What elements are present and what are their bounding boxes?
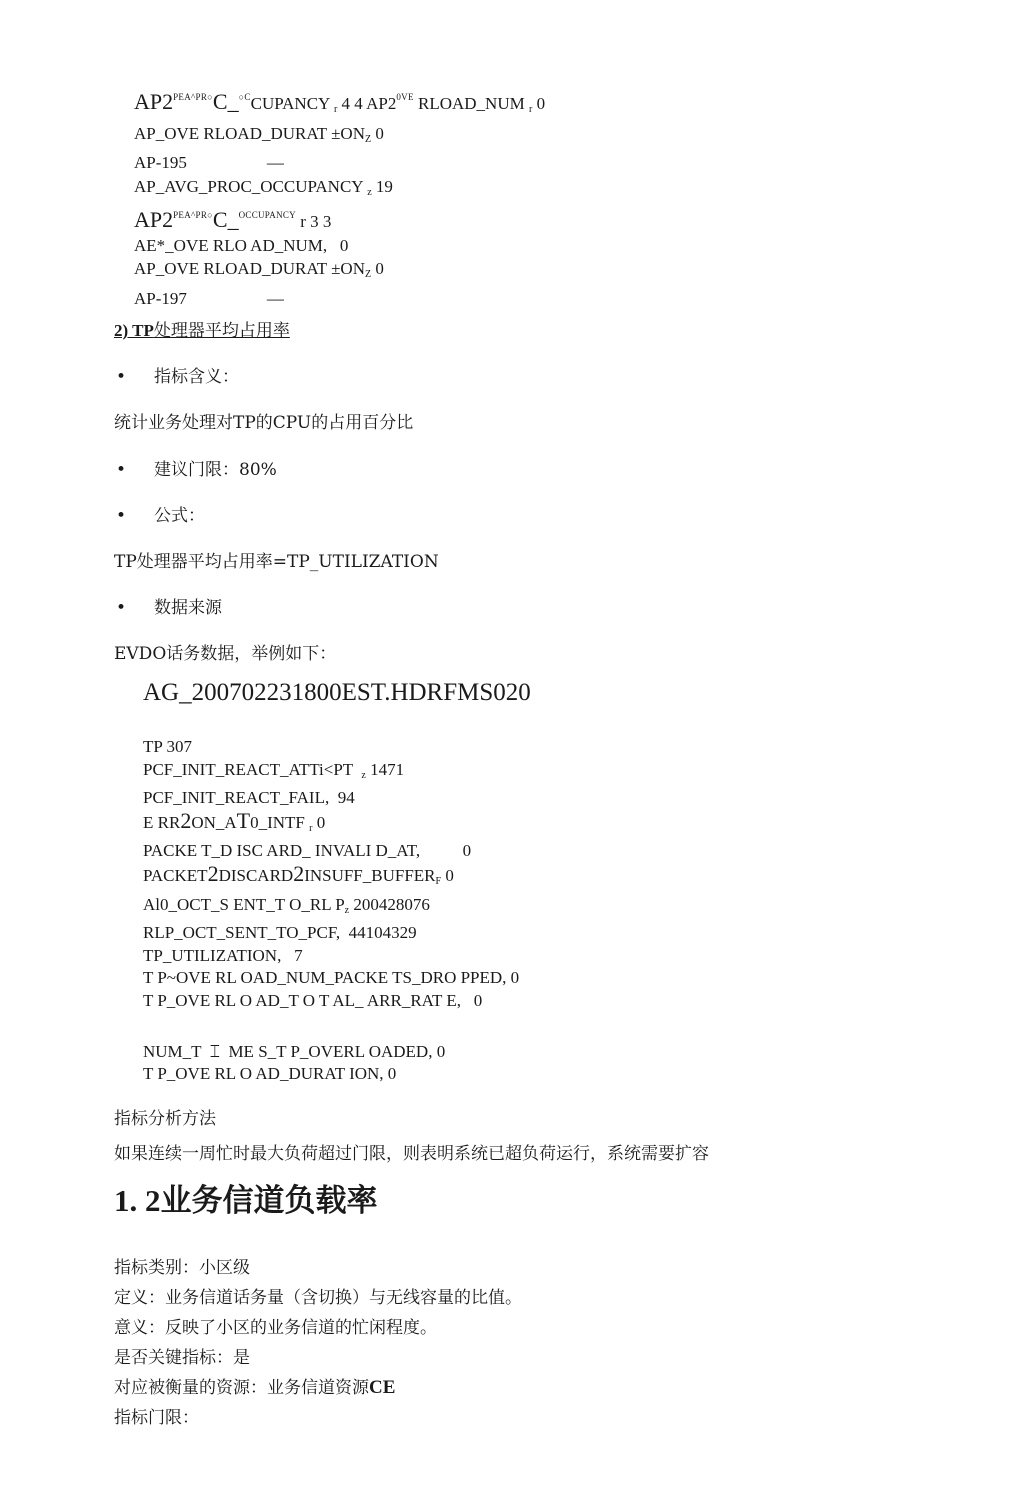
- section-title-tp: 2) TP处理器平均占用率: [114, 321, 290, 341]
- ap-counter-block: [134, 86, 545, 310]
- tp-line-11: T P_OVE RL O AD_T O T AL_ ARR_RAT E, 0: [143, 990, 483, 1010]
- ap-line-3: AP-195 —: [134, 153, 284, 172]
- paragraph-threshold: 指标门限：: [114, 1408, 199, 1428]
- tp-line-3: PCF_INIT_REACT_FAIL, 94: [143, 788, 355, 808]
- bullet-threshold: • 建议门限：80%: [116, 460, 277, 480]
- bullet-data-source: • 数据来源: [116, 598, 222, 618]
- ap-line-5: $AP2^{PEA\^{}PR○}C\_^{OCCUPANCY}$ r 3 3: [134, 207, 332, 232]
- ap-line-1: $AP2^{PEA\^{}PR○}C\_^{○C}CUPANCY$ $_r$ 4 4 $AP2^{0VE}$ RLOAD_NUM $_r$ 0: [134, 89, 546, 115]
- ap-line-2: AP_OVE RLOAD_DURAT $\pm ON_Z$ 0: [134, 123, 384, 145]
- tp-counter-block: [143, 736, 519, 1086]
- paragraph-formula: TP处理器平均占用率=TP_UTILIZATION: [114, 552, 439, 572]
- tp-line-5: PACKE T_D ISC ARD_ INVALI D_AT, 0: [143, 841, 472, 861]
- tp-line-8: RLP_OCT_SENT_TO_PCF, 44104329: [143, 923, 417, 943]
- ag-file-title: AG_200702231800EST.HDRFMS020: [143, 679, 531, 706]
- tp-line-4: E RR2ON_AT0_INTF $_r$ 0: [143, 807, 326, 834]
- tp-line-10: T P~OVE RL OAD_NUM_PACKE TS_DRO PPED, 0: [143, 968, 520, 988]
- tp-line-2: PCF_INIT_REACT_ATTi<PT $_z$ 1471: [143, 759, 405, 781]
- tp-line-6: $PACKET2DISCARD2INSUFF\_BUFFER_F$ 0: [143, 860, 454, 887]
- paragraph-meaning-2: 意义：反映了小区的业务信道的忙闲程度。: [114, 1318, 437, 1338]
- tp-line-12: NUM_T ⌶ ME S_T P_OVERL OADED, 0: [143, 1041, 446, 1061]
- spacer: [143, 1013, 519, 1041]
- ap-line-7: AP_OVE RLOAD_DURAT $\pm ON_Z$ 0: [134, 259, 384, 280]
- ap-line-6: AE*_OVE RLO AD_NUM, 0: [134, 235, 349, 255]
- ap-line-8: AP-197 —: [134, 288, 284, 308]
- paragraph-analysis-method: 指标分析方法: [114, 1109, 216, 1129]
- paragraph-category: 指标类别：小区级: [114, 1258, 250, 1278]
- paragraph-analysis-text: 如果连续一周忙时最大负荷超过门限，则表明系统已超负荷运行，系统需要扩容: [114, 1144, 709, 1164]
- heading-traffic-channel-load: 1. 2业务信道负载率: [114, 1183, 378, 1219]
- tp-line-7: Al0_OCT_S ENT_T O_RL $P_z$ 200428076: [143, 894, 430, 916]
- tp-line-9: TP_UTILIZATION, 7: [143, 945, 303, 965]
- paragraph-resource: 对应被衡量的资源：业务信道资源CE: [114, 1377, 396, 1398]
- paragraph-key-indicator: 是否关键指标：是: [114, 1348, 250, 1368]
- tp-line-13: T P_OVE RL O AD_DURAT ION, 0: [143, 1064, 397, 1084]
- tp-line-1: TP 307: [143, 737, 192, 756]
- bullet-meaning: • 指标含义：: [116, 367, 239, 387]
- bullet-formula: • 公式：: [116, 506, 205, 526]
- paragraph-definition: 定义：业务信道话务量（含切换）与无线容量的比值。: [114, 1288, 522, 1308]
- paragraph-meaning: 统计业务处理对TP的CPU的占用百分比: [114, 413, 414, 433]
- ap-line-4: AP_AVG_PROC_OCCUPANCY $_z$ 19: [134, 176, 393, 198]
- paragraph-data-source: EVDO话务数据，举例如下：: [114, 644, 337, 664]
